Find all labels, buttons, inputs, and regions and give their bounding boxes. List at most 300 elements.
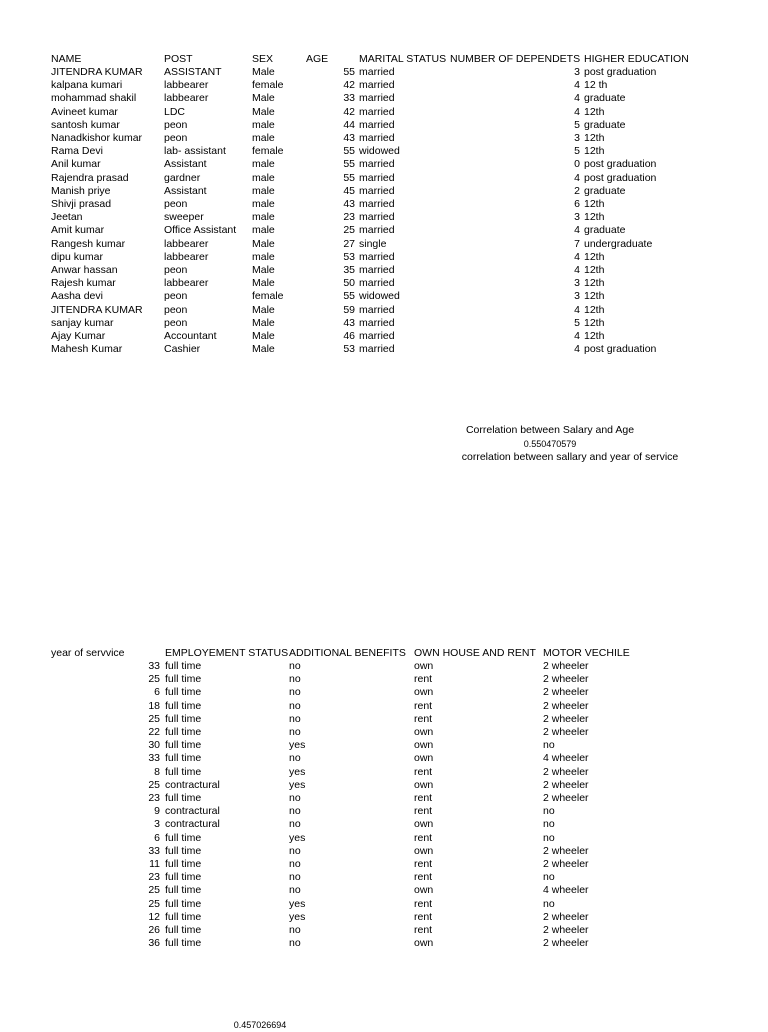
table-row	[0, 66, 768, 79]
name-cell: Amit kumar	[51, 224, 105, 237]
table-row	[0, 686, 768, 699]
house-cell: own	[414, 818, 434, 831]
age-cell: 23	[343, 211, 355, 224]
name-cell: Rama Devi	[51, 145, 103, 158]
header-year-of-service: year of servvice	[51, 647, 125, 659]
header-age: AGE	[306, 53, 329, 65]
post-cell: peon	[164, 303, 188, 316]
table-row	[0, 290, 768, 303]
benefits-cell: yes	[289, 765, 306, 778]
education-cell: 12 th	[584, 79, 608, 92]
table-row	[0, 752, 768, 765]
employment-status-cell: contractural	[165, 778, 220, 791]
table-row	[0, 924, 768, 937]
service-years-cell: 25	[148, 673, 160, 686]
employment-status-cell: full time	[165, 831, 202, 844]
vehicle-cell: 2 wheeler	[543, 712, 589, 725]
table-row	[0, 871, 768, 884]
post-cell: peon	[164, 264, 188, 276]
employment-status-cell: full time	[165, 792, 202, 804]
name-cell: Aasha devi	[51, 290, 103, 303]
age-cell: 44	[343, 118, 355, 131]
education-cell: post graduation	[584, 171, 657, 184]
name-cell: Mahesh Kumar	[51, 343, 123, 356]
house-cell: own	[414, 884, 434, 897]
table-row	[0, 198, 768, 211]
marital-status-cell: married	[359, 171, 395, 184]
marital-status-cell: married	[359, 211, 395, 224]
house-cell: own	[414, 778, 434, 791]
age-cell: 33	[343, 92, 355, 105]
post-cell: labbearer	[164, 92, 209, 105]
header-number-of-dependents: NUMBER OF DEPENDETS	[450, 53, 581, 65]
post-cell: peon	[164, 118, 188, 131]
age-cell: 25	[343, 224, 355, 237]
table-row	[0, 832, 768, 845]
age-cell: 43	[343, 198, 355, 210]
benefits-cell: no	[289, 858, 301, 870]
employment-status-cell: full time	[165, 897, 202, 910]
benefits-cell: no	[289, 924, 301, 936]
vehicle-cell: 2 wheeler	[543, 660, 589, 672]
name-cell: Nanadkishor kumar	[51, 132, 143, 144]
service-years-cell: 30	[148, 739, 160, 752]
header-own-house-rent: OWN HOUSE AND RENT	[414, 647, 536, 659]
service-years-cell: 23	[148, 871, 160, 884]
age-cell: 45	[343, 184, 355, 197]
post-cell: lab- assistant	[164, 145, 226, 158]
education-cell: 12th	[584, 330, 605, 342]
house-cell: own	[414, 660, 434, 672]
service-years-cell: 36	[148, 937, 160, 950]
service-years-cell: 33	[148, 844, 160, 857]
marital-status-cell: married	[359, 184, 395, 197]
sex-cell: Male	[252, 105, 275, 118]
table-row	[0, 858, 768, 871]
sex-cell: Male	[252, 92, 275, 105]
marital-status-cell: married	[359, 92, 395, 105]
age-cell: 50	[343, 277, 355, 290]
service-years-cell: 11	[149, 858, 160, 870]
age-cell: 53	[343, 250, 355, 263]
education-cell: 12th	[584, 264, 605, 276]
house-cell: rent	[414, 858, 433, 870]
dependents-cell: 5	[574, 118, 580, 131]
house-cell: rent	[414, 831, 433, 844]
vehicle-cell: 2 wheeler	[543, 910, 589, 923]
house-cell: rent	[414, 871, 433, 884]
vehicle-cell: 2 wheeler	[543, 844, 589, 857]
table-row	[0, 172, 768, 185]
bottom-correlation-value: 0.457026694	[233, 1020, 287, 1030]
dependents-cell: 4	[574, 250, 580, 263]
table-row	[0, 92, 768, 105]
dependents-cell: 3	[574, 132, 580, 144]
benefits-cell: no	[289, 673, 301, 686]
name-cell: JITENDRA KUMAR	[51, 66, 143, 78]
header-post: POST	[164, 53, 193, 65]
benefits-cell: yes	[289, 778, 306, 791]
house-cell: own	[414, 844, 434, 857]
name-cell: Ajay Kumar	[51, 330, 106, 342]
service-years-cell: 12	[148, 910, 160, 923]
table-row	[0, 264, 768, 277]
name-cell: Avineet kumar	[51, 105, 118, 118]
service-years-cell: 22	[148, 726, 160, 738]
post-cell: Assistant	[164, 184, 207, 197]
benefits-cell: no	[289, 699, 301, 712]
vehicle-cell: 4 wheeler	[543, 884, 589, 897]
age-cell: 53	[343, 343, 355, 356]
sex-cell: Male	[252, 316, 275, 329]
marital-status-cell: married	[359, 343, 395, 356]
dependents-cell: 0	[574, 158, 580, 171]
age-cell: 55	[343, 145, 355, 158]
marital-status-cell: married	[359, 330, 395, 342]
header-employment-status: EMPLOYEMENT STATUS	[165, 647, 289, 659]
house-cell: rent	[414, 924, 433, 936]
marital-status-cell: widowed	[359, 145, 400, 158]
employment-status-cell: full time	[165, 686, 202, 699]
name-cell: Anil kumar	[51, 158, 101, 171]
marital-status-cell: married	[359, 132, 395, 144]
age-cell: 55	[343, 171, 355, 184]
house-cell: rent	[414, 897, 433, 910]
header-higher-education: HIGHER EDUCATION	[584, 53, 689, 65]
sex-cell: male	[252, 198, 275, 210]
sex-cell: male	[252, 224, 275, 237]
education-cell: graduate	[584, 118, 626, 131]
sex-cell: male	[252, 211, 275, 224]
benefits-cell: no	[289, 844, 301, 857]
employment-status-cell: contractural	[165, 818, 220, 831]
vehicle-cell: no	[543, 739, 555, 752]
house-cell: rent	[414, 792, 433, 804]
vehicle-cell: 2 wheeler	[543, 778, 589, 791]
marital-status-cell: married	[359, 158, 395, 171]
employment-status-cell: full time	[165, 673, 202, 686]
table-row	[0, 277, 768, 290]
vehicle-cell: no	[543, 871, 555, 884]
service-years-cell: 8	[154, 765, 160, 778]
name-cell: Rajesh kumar	[51, 277, 116, 290]
table-row	[0, 119, 768, 132]
header-sex: SEX	[252, 53, 274, 65]
dependents-cell: 4	[574, 92, 580, 105]
name-cell: Rangesh kumar	[51, 237, 126, 250]
vehicle-cell: 2 wheeler	[543, 858, 589, 870]
table-row	[0, 343, 768, 356]
education-cell: 12th	[584, 105, 605, 118]
service-years-cell: 33	[148, 660, 160, 672]
employment-status-cell: full time	[165, 726, 202, 738]
header-additional-benefits: ADDITIONAL BENEFITS	[289, 647, 406, 659]
post-cell: Assistant	[164, 158, 207, 171]
dependents-cell: 3	[574, 66, 580, 78]
marital-status-cell: married	[359, 198, 395, 210]
post-cell: ASSISTANT	[164, 66, 222, 78]
education-cell: graduate	[584, 224, 626, 237]
age-cell: 42	[343, 105, 355, 118]
table-row	[0, 884, 768, 897]
table-row	[0, 145, 768, 158]
service-years-cell: 25	[148, 897, 160, 910]
service-years-cell: 18	[148, 699, 160, 712]
benefits-cell: no	[289, 686, 301, 699]
sex-cell: male	[252, 171, 275, 184]
benefits-cell: no	[289, 884, 301, 897]
house-cell: own	[414, 739, 434, 752]
dependents-cell: 4	[574, 343, 580, 356]
header-motor-vehicle: MOTOR VECHILE	[543, 647, 630, 659]
dependents-cell: 5	[574, 316, 580, 329]
table-row	[0, 766, 768, 779]
marital-status-cell: married	[359, 250, 395, 263]
table-row	[0, 106, 768, 119]
name-cell: kalpana kumari	[51, 79, 123, 92]
education-cell: 12th	[584, 316, 605, 329]
post-cell: LDC	[164, 105, 186, 118]
benefits-cell: no	[289, 712, 301, 725]
vehicle-cell: 2 wheeler	[543, 792, 589, 804]
table-row	[0, 224, 768, 237]
dependents-cell: 5	[574, 145, 580, 158]
house-cell: rent	[414, 805, 433, 818]
house-cell: own	[414, 686, 434, 699]
benefits-cell: yes	[289, 739, 306, 752]
employment-status-cell: full time	[165, 910, 202, 923]
service-years-cell: 25	[148, 884, 160, 897]
table-row	[0, 185, 768, 198]
education-cell: post graduation	[584, 66, 657, 78]
benefits-cell: no	[289, 792, 301, 804]
house-cell: rent	[414, 699, 433, 712]
house-cell: rent	[414, 910, 433, 923]
benefits-cell: yes	[289, 897, 306, 910]
table-row	[0, 79, 768, 92]
sex-cell: male	[252, 132, 275, 144]
name-cell: dipu kumar	[51, 250, 103, 263]
age-cell: 43	[343, 316, 355, 329]
sex-cell: female	[252, 79, 284, 92]
table-row	[0, 818, 768, 831]
table-row	[0, 317, 768, 330]
education-cell: 12th	[584, 132, 605, 144]
vehicle-cell: 2 wheeler	[543, 937, 589, 950]
employment-status-cell: contractural	[165, 805, 220, 818]
table-row	[0, 779, 768, 792]
age-cell: 27	[343, 237, 355, 250]
dependents-cell: 4	[574, 79, 580, 92]
name-cell: Shivji prasad	[51, 198, 112, 210]
vehicle-cell: no	[543, 897, 555, 910]
education-cell: undergraduate	[584, 237, 653, 250]
education-cell: post graduation	[584, 158, 657, 171]
sex-cell: female	[252, 145, 284, 158]
header-marital-status: MARITAL STATUS	[359, 53, 447, 65]
service-years-cell: 23	[148, 792, 160, 804]
table-row	[0, 937, 768, 950]
employment-status-cell: full time	[165, 752, 202, 765]
education-cell: 12th	[584, 303, 605, 316]
age-cell: 35	[343, 264, 355, 276]
dependents-cell: 4	[574, 330, 580, 342]
sex-cell: Male	[252, 343, 275, 356]
employment-status-cell: full time	[165, 739, 202, 752]
sex-cell: male	[252, 158, 275, 171]
name-cell: mohammad shakil	[51, 92, 137, 105]
marital-status-cell: married	[359, 224, 395, 237]
post-cell: gardner	[164, 171, 201, 184]
vehicle-cell: 2 wheeler	[543, 699, 589, 712]
marital-status-cell: married	[359, 118, 395, 131]
dependents-cell: 4	[574, 224, 580, 237]
post-cell: labbearer	[164, 250, 209, 263]
post-cell: sweeper	[164, 211, 204, 224]
age-cell: 55	[343, 158, 355, 171]
table-row	[0, 238, 768, 251]
service-years-cell: 25	[148, 712, 160, 725]
marital-status-cell: married	[359, 277, 395, 290]
vehicle-cell: 2 wheeler	[543, 765, 589, 778]
name-cell: sanjay kumar	[51, 316, 114, 329]
service-years-cell: 25	[148, 778, 160, 791]
sex-cell: Male	[252, 66, 275, 78]
marital-status-cell: married	[359, 66, 395, 78]
post-cell: labbearer	[164, 79, 209, 92]
house-cell: rent	[414, 673, 433, 686]
employment-status-cell: full time	[165, 844, 202, 857]
correlation-salary-service-label: correlation between sallary and year of service	[461, 451, 679, 463]
benefits-cell: no	[289, 818, 301, 831]
employment-status-cell: full time	[165, 712, 202, 725]
education-cell: 12th	[584, 145, 605, 158]
employment-status-cell: full time	[165, 871, 202, 884]
post-cell: labbearer	[164, 237, 209, 250]
benefits-cell: no	[289, 726, 301, 738]
sex-cell: female	[252, 290, 284, 303]
table-row	[0, 700, 768, 713]
correlation-salary-age-label: Correlation between Salary and Age	[465, 424, 635, 436]
age-cell: 46	[343, 330, 355, 342]
name-cell: Jeetan	[51, 211, 83, 224]
vehicle-cell: 2 wheeler	[543, 726, 589, 738]
name-cell: Anwar hassan	[51, 264, 118, 276]
dependents-cell: 2	[574, 184, 580, 197]
education-cell: 12th	[584, 250, 605, 263]
house-cell: rent	[414, 765, 433, 778]
vehicle-cell: 4 wheeler	[543, 752, 589, 765]
post-cell: labbearer	[164, 277, 209, 290]
table-row	[0, 211, 768, 224]
employment-status-cell: full time	[165, 699, 202, 712]
benefits-cell: yes	[289, 910, 306, 923]
marital-status-cell: married	[359, 264, 395, 276]
marital-status-cell: widowed	[359, 290, 400, 303]
sex-cell: Male	[252, 330, 275, 342]
table-row	[0, 660, 768, 673]
table-row	[0, 792, 768, 805]
age-cell: 59	[343, 303, 355, 316]
house-cell: own	[414, 937, 434, 950]
sex-cell: male	[252, 118, 275, 131]
dependents-cell: 4	[574, 264, 580, 276]
marital-status-cell: single	[359, 237, 387, 250]
table-row	[0, 330, 768, 343]
sex-cell: male	[252, 250, 275, 263]
sex-cell: Male	[252, 303, 275, 316]
table-row	[0, 898, 768, 911]
education-cell: 12th	[584, 277, 605, 290]
service-years-cell: 26	[148, 924, 160, 936]
age-cell: 42	[343, 79, 355, 92]
benefits-cell: no	[289, 805, 301, 818]
table-row	[0, 739, 768, 752]
marital-status-cell: married	[359, 105, 395, 118]
post-cell: peon	[164, 290, 188, 303]
dependents-cell: 7	[574, 237, 580, 250]
education-cell: graduate	[584, 92, 626, 105]
vehicle-cell: 2 wheeler	[543, 686, 589, 699]
post-cell: peon	[164, 198, 188, 210]
service-years-cell: 3	[154, 818, 160, 831]
service-years-cell: 6	[154, 686, 160, 699]
sex-cell: male	[252, 184, 275, 197]
service-years-cell: 9	[154, 805, 160, 818]
table-row	[0, 158, 768, 171]
marital-status-cell: married	[359, 79, 395, 92]
vehicle-cell: no	[543, 831, 555, 844]
table-row	[0, 845, 768, 858]
dependents-cell: 3	[574, 290, 580, 303]
post-cell: Accountant	[164, 330, 217, 342]
post-cell: peon	[164, 132, 188, 144]
benefits-cell: no	[289, 937, 301, 950]
name-cell: santosh kumar	[51, 118, 120, 131]
dependents-cell: 6	[574, 198, 580, 210]
vehicle-cell: no	[543, 818, 555, 831]
service-years-cell: 6	[154, 831, 160, 844]
employment-status-cell: full time	[165, 660, 202, 672]
name-cell: Manish priye	[51, 184, 111, 197]
education-cell: 12th	[584, 198, 605, 210]
table-row	[0, 132, 768, 145]
education-cell: 12th	[584, 211, 605, 224]
sex-cell: Male	[252, 264, 275, 276]
employment-status-cell: full time	[165, 884, 202, 897]
name-cell: Rajendra prasad	[51, 171, 129, 184]
header-name: NAME	[51, 53, 82, 65]
vehicle-cell: 2 wheeler	[543, 924, 589, 936]
dependents-cell: 3	[574, 211, 580, 224]
education-cell: post graduation	[584, 343, 657, 356]
post-cell: peon	[164, 316, 188, 329]
house-cell: own	[414, 752, 434, 765]
benefits-cell: no	[289, 871, 301, 884]
employment-status-cell: full time	[165, 924, 202, 936]
name-cell: JITENDRA KUMAR	[51, 303, 143, 316]
sex-cell: Male	[252, 277, 275, 290]
table-row	[0, 726, 768, 739]
dependents-cell: 4	[574, 171, 580, 184]
post-cell: Cashier	[164, 343, 201, 356]
benefits-cell: no	[289, 752, 301, 765]
age-cell: 55	[343, 66, 355, 78]
benefits-cell: no	[289, 660, 301, 672]
table-row	[0, 304, 768, 317]
employment-status-cell: full time	[165, 937, 202, 950]
benefits-cell: yes	[289, 831, 306, 844]
